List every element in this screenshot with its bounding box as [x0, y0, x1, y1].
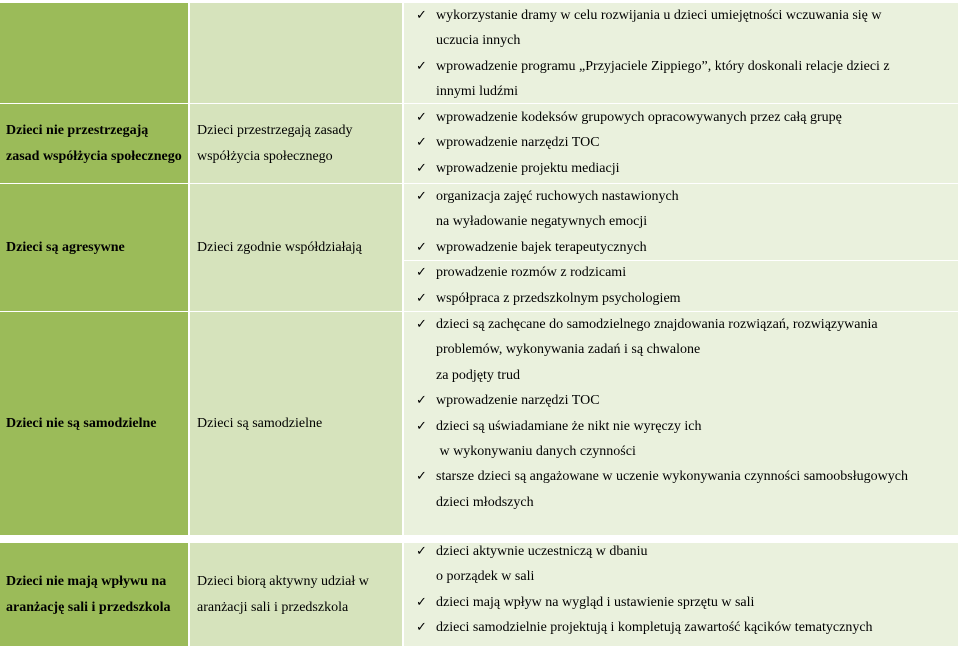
action-item: ✓ organizacja zajęć ruchowych nastawionych na wyładowanie negatywnych emocji — [416, 184, 948, 235]
actions-list-4 — [416, 543, 948, 641]
actions-cell-4 — [404, 543, 958, 646]
goal-text: Dzieci zgodnie współdziałają — [197, 239, 362, 255]
action-item: ✓ dzieci są zachęcane do samodzielnego znajdowania rozwiązań, rozwiązywania problemów, wykonywania zadań i są chwalone za podjęty trud — [416, 312, 948, 388]
goal-cell-2 — [190, 184, 402, 311]
problem-text: Dzieci nie mają wpływu na aranżację sali i przedszkola — [6, 573, 171, 615]
problem-cell-3 — [0, 312, 188, 535]
goal-cell-4 — [190, 543, 402, 646]
action-item: ✓ dzieci aktywnie uczestniczą w dbaniu o porządek w sali — [416, 543, 948, 590]
check-icon: ✓ — [416, 418, 427, 434]
problem-text: Dzieci nie przestrzegają zasad współżycia społecznego — [6, 122, 182, 164]
actions-list-3 — [416, 312, 948, 515]
action-item: ✓ wprowadzenie kodeksów grupowych opracowywanych przez całą grupę — [416, 105, 948, 130]
action-item: ✓ dzieci samodzielnie projektują i kompletują zawartość kącików tematycznych — [416, 615, 948, 640]
check-icon: ✓ — [416, 469, 427, 485]
goal-cell-1 — [190, 104, 402, 183]
check-icon: ✓ — [416, 594, 427, 610]
problem-cell-4 — [0, 543, 188, 646]
check-icon: ✓ — [416, 317, 427, 332]
action-item: ✓ prowadzenie rozmów z rodzicami — [416, 260, 948, 285]
problem-cell-1 — [0, 104, 188, 183]
problem-text: Dzieci nie są samodzielne — [6, 415, 157, 431]
actions-cell-1 — [404, 104, 958, 183]
actions-list-0 — [416, 3, 948, 103]
check-icon: ✓ — [416, 620, 427, 636]
problem-text: Dzieci są agresywne — [6, 239, 125, 255]
check-icon: ✓ — [416, 160, 427, 176]
problem-cell-0 — [0, 3, 188, 103]
action-item: ✓ wprowadzenie narzędzi TOC — [416, 130, 948, 155]
check-icon: ✓ — [416, 265, 427, 281]
check-icon: ✓ — [416, 239, 427, 255]
row-divider — [404, 260, 958, 261]
action-item: ✓ wprowadzenie programu „Przyjaciele Zippiego”, który doskonali relacje dzieci z innymi ludźmi — [416, 54, 948, 103]
actions-cell-3 — [404, 312, 958, 535]
action-item: ✓ wprowadzenie bajek terapeutycznych — [416, 235, 948, 260]
action-item: ✓ współpraca z przedszkolnym psychologiem — [416, 286, 948, 311]
goal-cell-3 — [190, 312, 402, 535]
problem-cell-2 — [0, 184, 188, 311]
check-icon: ✓ — [416, 58, 427, 74]
action-item: ✓ wykorzystanie dramy w celu rozwijania u dzieci umiejętności wczuwania się w uczucia innych — [416, 3, 948, 54]
check-icon: ✓ — [416, 8, 427, 23]
check-icon: ✓ — [416, 135, 427, 151]
actions-cell-2 — [404, 184, 958, 311]
goal-text: Dzieci przestrzegają zasady współżycia społecznego — [197, 122, 353, 164]
action-item: ✓ wprowadzenie projektu mediacji — [416, 156, 948, 181]
check-icon: ✓ — [416, 393, 427, 409]
action-item: ✓ starsze dzieci są angażowane w uczenie wykonywania czynności samoobsługowych dzieci młodszych — [416, 464, 948, 515]
check-icon: ✓ — [416, 290, 427, 306]
goal-cell-0 — [190, 3, 402, 103]
check-icon: ✓ — [416, 189, 427, 204]
check-icon: ✓ — [416, 544, 427, 559]
actions-list-1 — [416, 105, 948, 181]
goal-text: Dzieci są samodzielne — [197, 415, 323, 431]
check-icon: ✓ — [416, 110, 427, 125]
actions-cell-0 — [404, 3, 958, 103]
action-item: ✓ dzieci są uświadamiane że nikt nie wyręczy ich w wykonywaniu danych czynności — [416, 414, 948, 465]
actions-list-2 — [416, 184, 948, 311]
goal-text: Dzieci biorą aktywny udział w aranżacji sali i przedszkola — [197, 573, 369, 615]
action-item: ✓ wprowadzenie narzędzi TOC — [416, 388, 948, 413]
action-item: ✓ dzieci mają wpływ na wygląd i ustawienie sprzętu w sali — [416, 590, 948, 615]
